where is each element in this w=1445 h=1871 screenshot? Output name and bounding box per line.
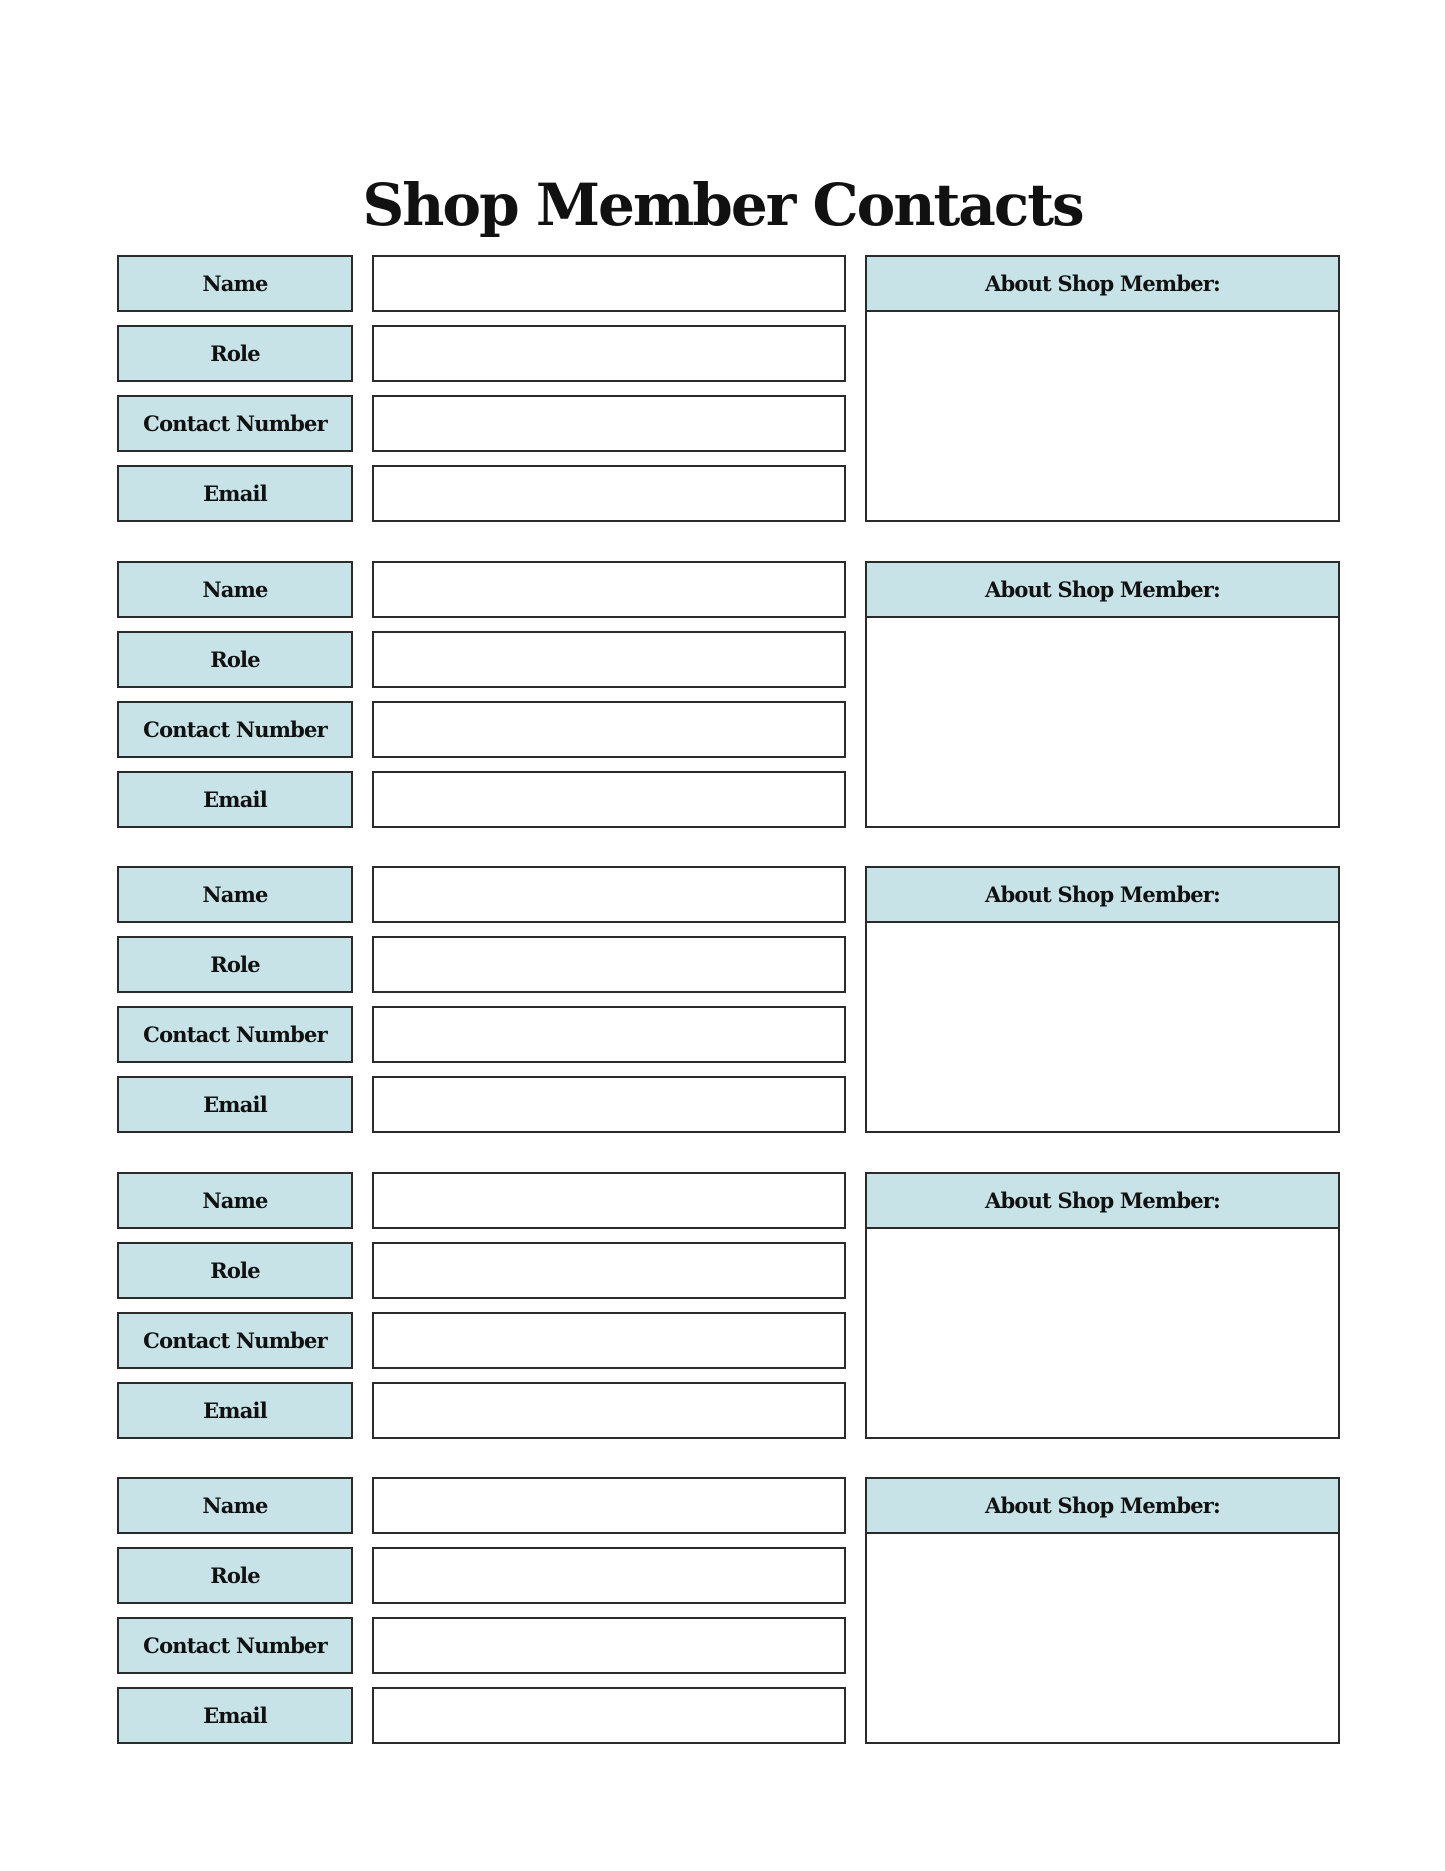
role-field[interactable] <box>372 631 846 688</box>
about-field[interactable] <box>867 618 1338 826</box>
contact-number-field[interactable] <box>372 1617 846 1674</box>
about-field[interactable] <box>867 1229 1338 1437</box>
role-field[interactable] <box>372 325 846 382</box>
member-card-2 <box>0 561 1445 829</box>
email-field[interactable] <box>372 465 846 522</box>
contact-number-field[interactable] <box>372 1312 846 1369</box>
about-header: About Shop Member: <box>867 1174 1338 1229</box>
name-field[interactable] <box>372 255 846 312</box>
about-field[interactable] <box>867 1534 1338 1742</box>
email-field[interactable] <box>372 1076 846 1133</box>
member-card-1 <box>0 255 1445 523</box>
contact-number-label: Contact Number <box>117 1006 353 1063</box>
email-label: Email <box>117 1076 353 1133</box>
about-header: About Shop Member: <box>867 868 1338 923</box>
about-header: About Shop Member: <box>867 563 1338 618</box>
name-label: Name <box>117 866 353 923</box>
about-panel <box>865 561 1340 828</box>
about-header: About Shop Member: <box>867 257 1338 312</box>
email-field[interactable] <box>372 771 846 828</box>
about-panel <box>865 1477 1340 1744</box>
contact-number-label: Contact Number <box>117 701 353 758</box>
contact-number-label: Contact Number <box>117 395 353 452</box>
email-label: Email <box>117 1687 353 1744</box>
about-panel <box>865 866 1340 1133</box>
contact-number-label: Contact Number <box>117 1617 353 1674</box>
member-card-4 <box>0 1172 1445 1440</box>
name-label: Name <box>117 561 353 618</box>
contact-number-field[interactable] <box>372 701 846 758</box>
about-field[interactable] <box>867 312 1338 520</box>
email-field[interactable] <box>372 1687 846 1744</box>
name-field[interactable] <box>372 1172 846 1229</box>
email-label: Email <box>117 465 353 522</box>
role-field[interactable] <box>372 936 846 993</box>
contact-number-field[interactable] <box>372 1006 846 1063</box>
name-label: Name <box>117 1172 353 1229</box>
about-field[interactable] <box>867 923 1338 1131</box>
role-label: Role <box>117 1547 353 1604</box>
email-label: Email <box>117 1382 353 1439</box>
contact-number-label: Contact Number <box>117 1312 353 1369</box>
role-field[interactable] <box>372 1547 846 1604</box>
role-label: Role <box>117 631 353 688</box>
about-panel <box>865 1172 1340 1439</box>
role-field[interactable] <box>372 1242 846 1299</box>
page-title: Shop Member Contacts <box>362 170 1083 239</box>
name-field[interactable] <box>372 561 846 618</box>
role-label: Role <box>117 325 353 382</box>
role-label: Role <box>117 936 353 993</box>
member-card-5 <box>0 1477 1445 1745</box>
about-header: About Shop Member: <box>867 1479 1338 1534</box>
about-panel <box>865 255 1340 522</box>
email-field[interactable] <box>372 1382 846 1439</box>
contact-number-field[interactable] <box>372 395 846 452</box>
name-field[interactable] <box>372 1477 846 1534</box>
name-label: Name <box>117 1477 353 1534</box>
name-field[interactable] <box>372 866 846 923</box>
role-label: Role <box>117 1242 353 1299</box>
member-card-3 <box>0 866 1445 1134</box>
name-label: Name <box>117 255 353 312</box>
email-label: Email <box>117 771 353 828</box>
